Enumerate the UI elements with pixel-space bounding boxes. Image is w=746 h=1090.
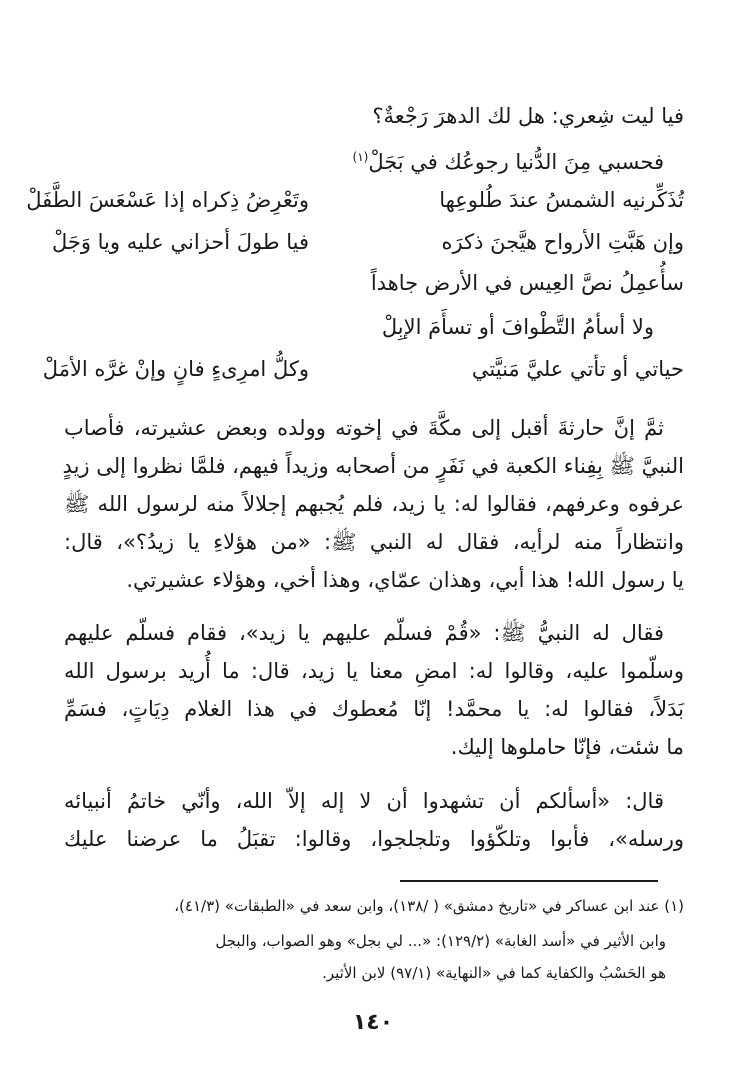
para1-line-1: ثمَّ إنَّ حارثةَ أقبل إلى مكَّةَ في إخوته وولده وبعض عشيرته، فأصاب bbox=[64, 416, 664, 440]
para2-line-4: ما شئت، فإنّا حاملوها إليك. bbox=[450, 735, 684, 759]
verse-7-second-hemistich: وكلُّ امرِىءٍ فانٍ وإنْ غرَّه الأمَلْ bbox=[42, 357, 309, 381]
verse-4-first-hemistich: وإن هَبَّتِ الأرواح هيَّجنَ ذكرَه bbox=[441, 230, 684, 254]
para1-line-2: النبيَّ ﷺ بِفِناء الكعبة في نَفَرٍ من أصحابه وزيداً فيهم، فلمَّا نظروا إلى زيدٍ bbox=[62, 454, 684, 478]
poem-verse-7 bbox=[42, 352, 684, 386]
para3-line-1: قال: «أسألكم أن تشهدوا أن لا إله إلاّ الله، وأنّي خاتمُ أنبيائه bbox=[64, 789, 664, 813]
footnote-line-1: (١) عند ابن عساكر في «تاريخ دمشق» ( /١٣٨)، وابن سعد في «الطبقات» (٤١/٣)، bbox=[174, 897, 684, 915]
poem-line-5: سأُعمِلُ نصَّ العِيس في الأرض جاهداً bbox=[370, 271, 684, 295]
poem-line-2 bbox=[64, 142, 684, 177]
verse-4-second-hemistich: فيا طولَ أحزاني عليه ويا وَجَلْ bbox=[51, 230, 309, 254]
para2-line-3: بَدَلاً، فقالوا له: يا محمَّد! إنّا مُعطوك في هذا الغلام دِيَاتٍ، فسَمِّ bbox=[64, 697, 684, 721]
footnote-marker: (١) bbox=[352, 150, 369, 164]
poem-verse-3 bbox=[26, 183, 684, 217]
page-number: ١٤٠ bbox=[352, 1010, 394, 1035]
para3-line-2: ورسله»، فأبوا وتلكّؤوا وتلجلجوا، وقالوا: تقبَلُ ما عرضنا عليك bbox=[64, 827, 684, 851]
footnote-separator bbox=[400, 880, 658, 882]
para2-line-1: فقال له النبيُّ ﷺ: «قُمْ فسلّم عليهم يا زيد»، فقام فسلّم عليهم bbox=[64, 621, 664, 645]
verse-3-first-hemistich: تُذَكِّرنيه الشمسُ عندَ طُلوعِها bbox=[439, 188, 684, 212]
para1-line-4: وانتظاراً منه لرأيه، فقال له النبي ﷺ: «من هؤلاءِ يا زيدُ؟»، قال: bbox=[64, 530, 684, 554]
verse-3-second-hemistich: وتَعْرِضُ ذِكراه إذا عَسْعَسَ الطَّفَلْ bbox=[26, 188, 309, 212]
para2-line-2: وسلّموا عليه، وقالوا له: امضِ معنا يا زيد، قال: ما أُريد برسول الله bbox=[64, 659, 684, 683]
poem-line-2-text: فحسبي مِنَ الدُّنيا رجوعُك في بَجَلْ bbox=[368, 150, 664, 174]
para1-line-3: عرفوه وعرفهم، فقالوا له: يا زيد، فلم يُجبهم إجلالاً منه لرسول الله ﷺ bbox=[64, 492, 684, 516]
para1-line-5: يا رسول الله! هذا أبي، وهذان عمّاي، وهذا أخي، وهؤلاء عشيرتي. bbox=[126, 568, 684, 592]
verse-7-first-hemistich: حياتي أو تأتي عليَّ مَنيَّتي bbox=[471, 357, 684, 381]
poem-line-1: فيا ليت شِعري: هل لك الدهرَ رَجْعةٌ؟ bbox=[372, 104, 684, 128]
poem-line-6: ولا أسأمُ التَّطْوافَ أو تسأَمَ الإبِلْ bbox=[381, 315, 654, 339]
footnote-line-3: هو الحَسْبُ والكفاية كما في «النهاية» (٩٧/١) لابن الأثير. bbox=[322, 964, 666, 982]
footnote-line-2: وابن الأثير في «أسد الغابة» (١٢٩/٢): «... لي بجل» وهو الصواب، والبجل bbox=[215, 932, 666, 950]
poem-verse-4 bbox=[51, 225, 684, 259]
